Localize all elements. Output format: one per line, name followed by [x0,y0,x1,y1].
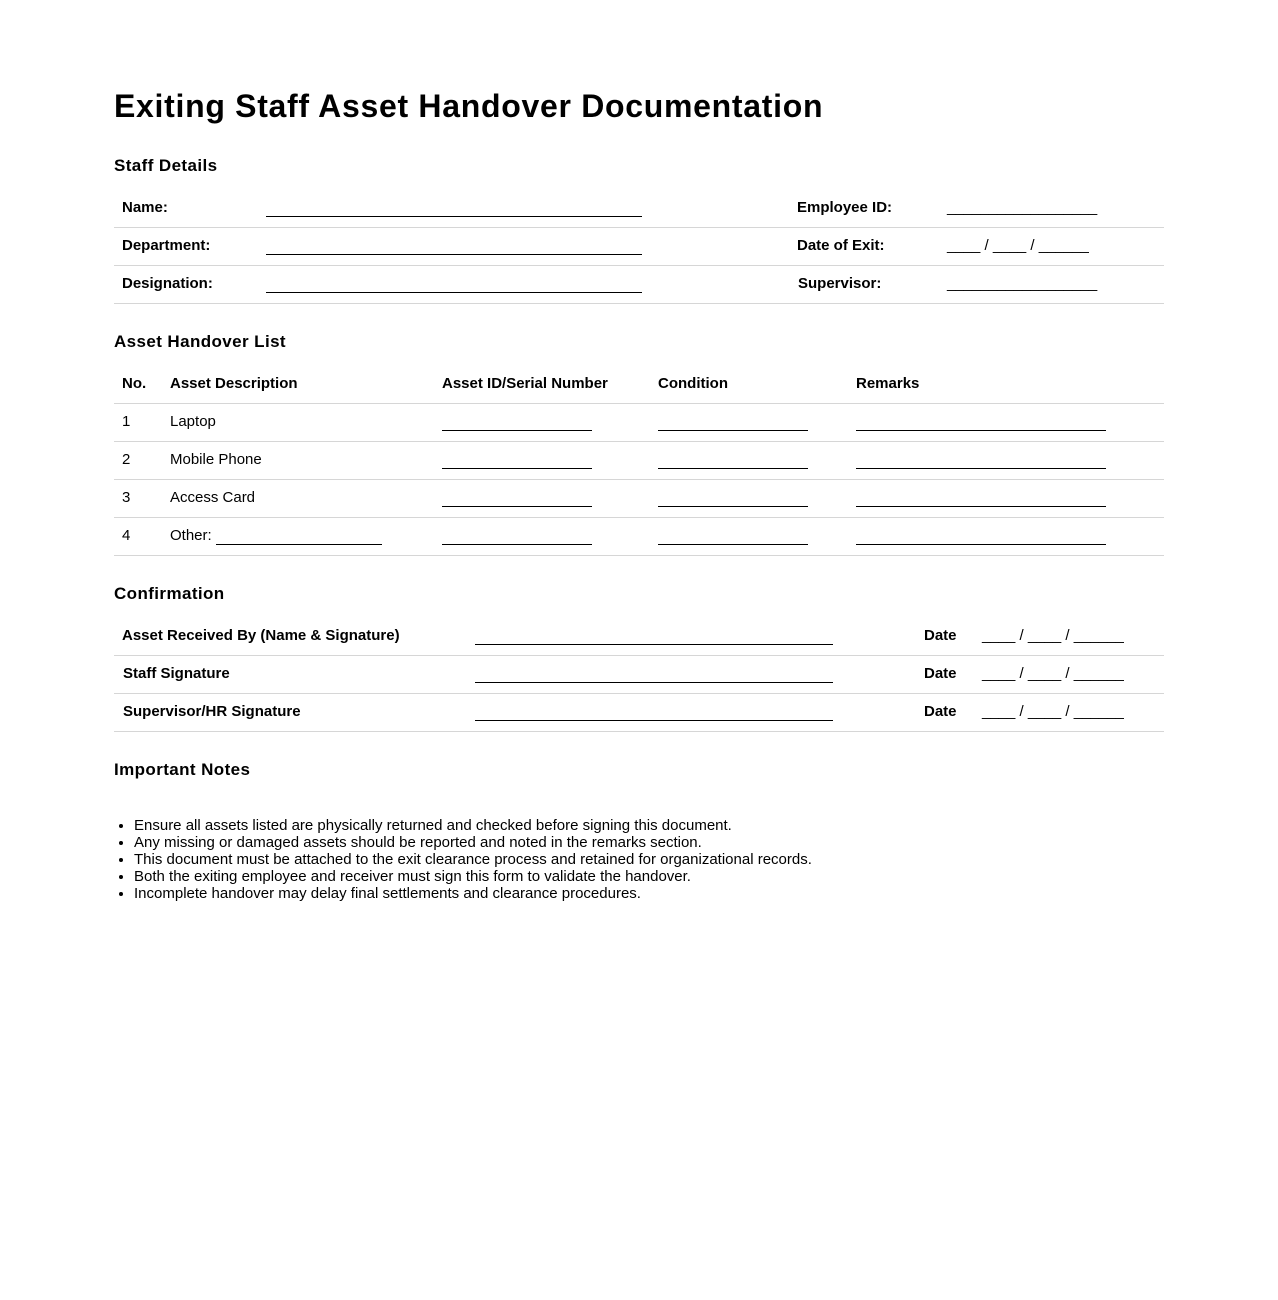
date-field[interactable]: ____ / ____ / ______ [982,665,1124,682]
list-item: • This document must be attached to the exit clearance process and retained for organizational records. [134,851,812,868]
date-of-exit-label: Date of Exit: [797,237,885,254]
date-field[interactable]: ____ / ____ / ______ [982,627,1124,644]
department-field[interactable] [266,254,642,255]
date-label: Date [924,627,957,644]
name-field[interactable] [266,216,642,217]
designation-label: Designation: [122,275,213,292]
list-item: • Both the exiting employee and receiver must sign this form to validate the handover. [134,868,812,885]
designation-field[interactable] [266,292,642,293]
condition-field[interactable] [658,468,808,469]
received-by-label: Asset Received By (Name & Signature) [122,627,400,644]
confirmation-row-received-by [114,617,1164,656]
asset-description: Laptop [170,413,216,430]
employee-id-label: Employee ID: [797,199,893,216]
asset-row [114,441,1164,480]
remarks-field[interactable] [856,544,1106,545]
staff-signature-label: Staff Signature [123,665,230,682]
column-header-remarks: Remarks [856,375,920,392]
date-of-exit-field[interactable]: ____ / ____ / ______ [947,237,1089,254]
condition-field[interactable] [658,506,808,507]
asset-number: 1 [122,413,131,430]
asset-table-header [114,365,1164,404]
supervisor-hr-signature-field[interactable] [475,720,833,721]
condition-field[interactable] [658,430,808,431]
asset-number: 4 [122,527,131,544]
serial-number-field[interactable] [442,430,592,431]
asset-number: 2 [122,451,131,468]
column-header-serial: Asset ID/Serial Number [442,375,608,392]
date-label: Date [924,703,957,720]
asset-row [114,479,1164,518]
asset-description: Access Card [170,489,256,506]
asset-description: Other: [170,527,212,544]
confirmation-heading: Confirmation [114,584,225,603]
asset-list-heading: Asset Handover List [114,332,286,351]
asset-number: 3 [122,489,131,506]
other-asset-field[interactable] [216,544,382,545]
supervisor-field[interactable]: __________________ [947,275,1098,292]
condition-field[interactable] [658,544,808,545]
staff-row-designation [114,265,1164,304]
list-item: • Any missing or damaged assets should be reported and noted in the remarks section. [134,834,812,851]
confirmation-row-supervisor [114,693,1164,732]
staff-row-name [114,189,1164,228]
supervisor-label: Supervisor: [798,275,882,292]
notes-list [114,817,812,902]
staff-row-department [114,227,1164,266]
department-label: Department: [122,237,211,254]
date-label: Date [924,665,957,682]
staff-signature-field[interactable] [475,682,833,683]
asset-description: Mobile Phone [170,451,262,468]
notes-heading: Important Notes [114,760,251,779]
confirmation-row-staff [114,655,1164,694]
received-by-signature-field[interactable] [475,644,833,645]
date-field[interactable]: ____ / ____ / ______ [982,703,1124,720]
asset-row [114,517,1164,556]
remarks-field[interactable] [856,468,1106,469]
serial-number-field[interactable] [442,506,592,507]
list-item: • Incomplete handover may delay final settlements and clearance procedures. [134,885,812,902]
remarks-field[interactable] [856,506,1106,507]
employee-id-field[interactable]: __________________ [947,199,1098,216]
supervisor-hr-signature-label: Supervisor/HR Signature [123,703,301,720]
column-header-condition: Condition [658,375,728,392]
column-header-no: No. [122,375,147,392]
serial-number-field[interactable] [442,468,592,469]
column-header-description: Asset Description [170,375,298,392]
remarks-field[interactable] [856,430,1106,431]
list-item: • Ensure all assets listed are physically returned and checked before signing this document. [134,817,812,834]
page-title: Exiting Staff Asset Handover Documentation [114,88,824,124]
asset-row [114,403,1164,442]
name-label: Name: [122,199,168,216]
serial-number-field[interactable] [442,544,592,545]
staff-details-heading: Staff Details [114,156,218,175]
